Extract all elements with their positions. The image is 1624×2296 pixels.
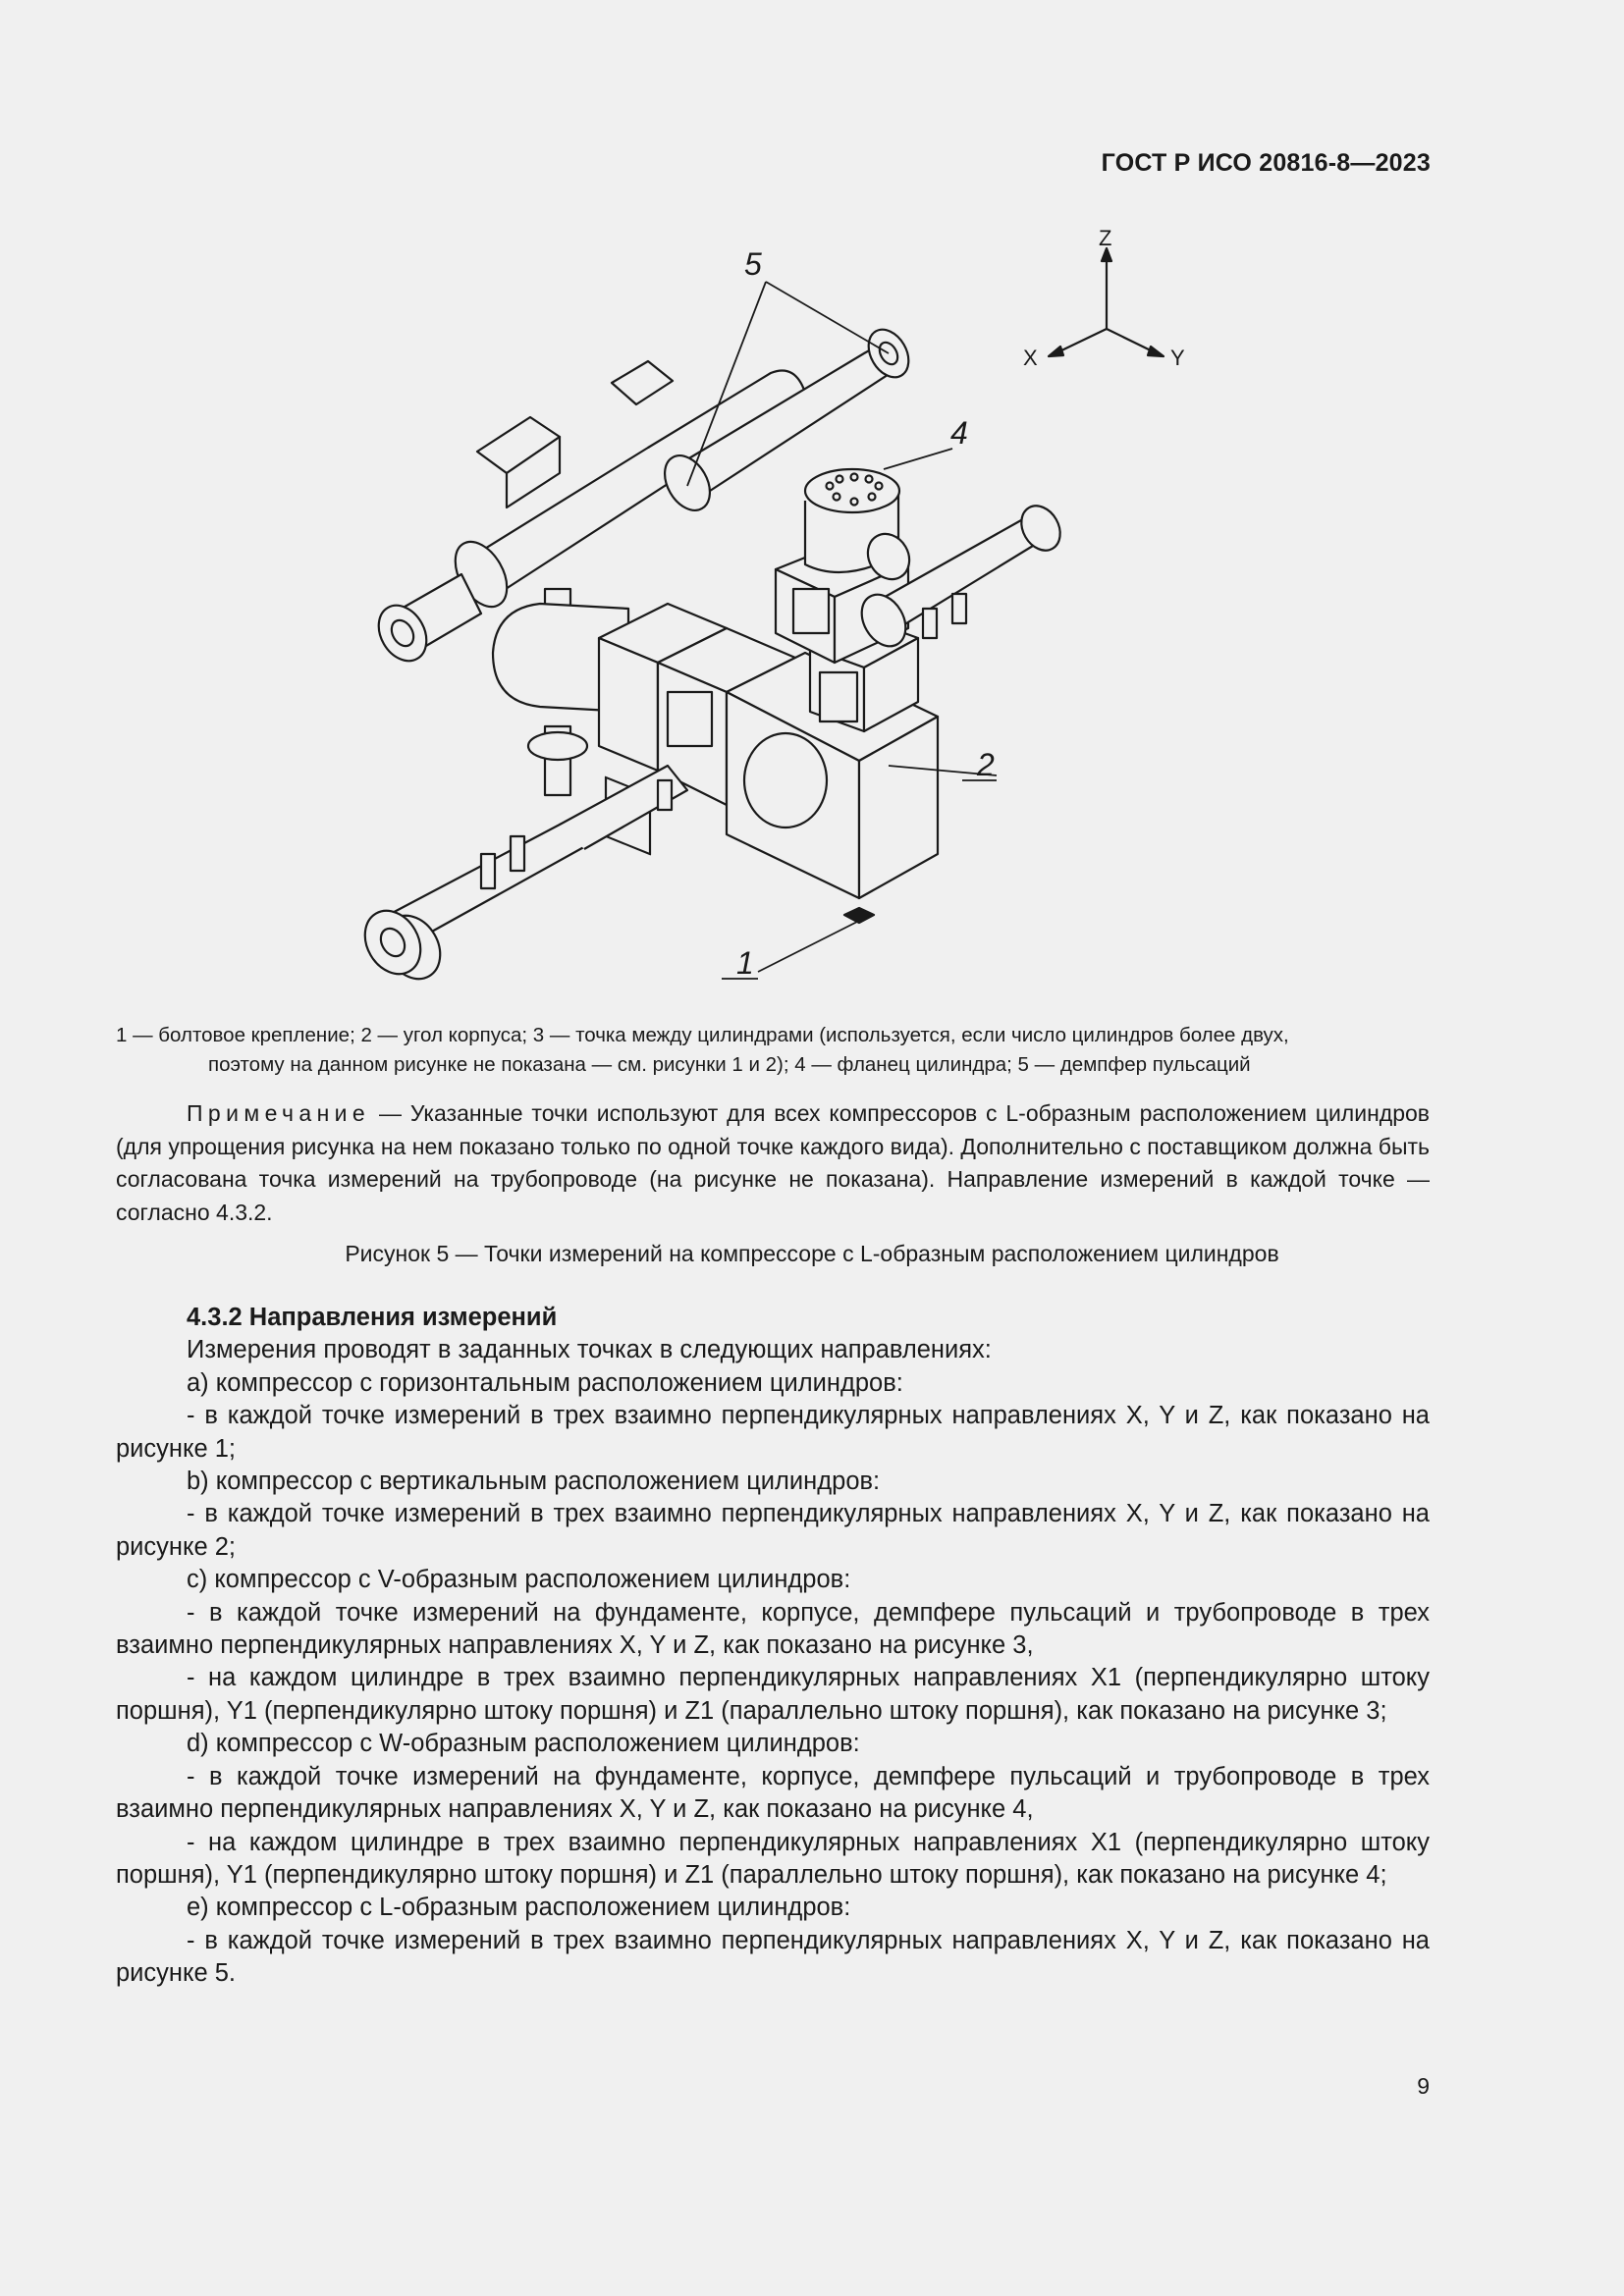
figure-note: [116, 1097, 1430, 1229]
item-d-text-2: - на каждом цилиндре в трех взаимно перпендикулярных направлениях X1 (перпендикулярно штоку поршня), Y1 (перпендикулярно штоку поршня) и Z1 (параллельно штоку поршня), как показано на рисунке 4;: [116, 1828, 1430, 1889]
item-a: a) компрессор с горизонтальным расположением цилиндров:: [187, 1368, 903, 1397]
callout-5: 5: [744, 246, 762, 282]
note-label: Примечание: [187, 1100, 371, 1126]
callout-1: 1: [736, 945, 754, 981]
page-number: 9: [1417, 2073, 1430, 2099]
legend-line-1: 1 — болтовое крепление; 2 — угол корпуса; 3 — точка между цилиндрами (используется, если число цилиндров более двух,: [116, 1024, 1289, 1046]
item-c-text-2: - на каждом цилиндре в трех взаимно перпендикулярных направлениях X1 (перпендикулярно штоку поршня), Y1 (перпендикулярно штоку поршня) и Z1 (параллельно штоку поршня), как показано на рисунке 3;: [116, 1664, 1430, 1725]
item-b-text: - в каждой точке измерений в трех взаимно перпендикулярных направлениях X, Y и Z, как показано на рисунке 2;: [116, 1500, 1430, 1561]
figure-title: Рисунок 5 — Точки измерений на компрессоре с L-образным расположением цилиндров: [345, 1241, 1279, 1266]
section-intro: Измерения проводят в заданных точках в следующих направлениях:: [187, 1336, 992, 1364]
item-d-text-1: - в каждой точке измерений на фундаменте, корпусе, демпфере пульсаций и трубопроводе в трех взаимно перпендикулярных направлениях X, Y и Z, как показано на рисунке 4,: [116, 1762, 1430, 1824]
item-c: c) компрессор с V-образным расположением цилиндров:: [187, 1566, 851, 1594]
item-d: d) компрессор с W-образным расположением цилиндров:: [187, 1730, 860, 1758]
item-e-text: - в каждой точке измерений в трех взаимно перпендикулярных направлениях X, Y и Z, как показано на рисунке 5.: [116, 1926, 1430, 1988]
item-a-text: - в каждой точке измерений в трех взаимно перпендикулярных направлениях X, Y и Z, как показано на рисунке 1;: [116, 1402, 1430, 1463]
item-c-text-1: - в каждой точке измерений на фундаменте, корпусе, демпфере пульсаций и трубопроводе в трех взаимно перпендикулярных направлениях X, Y и Z, как показано на рисунке 3,: [116, 1598, 1430, 1660]
item-e: e) компрессор с L-образным расположением цилиндров:: [187, 1894, 851, 1922]
item-b: b) компрессор с вертикальным расположением цилиндров:: [187, 1468, 881, 1496]
upper-left-cylinder: [445, 361, 805, 615]
section-body: [116, 1302, 1430, 1991]
document-header: ГОСТ Р ИСО 20816-8—2023: [1101, 149, 1431, 177]
axis-y-label: Y: [1170, 346, 1185, 370]
lower-cylinder: [353, 766, 687, 988]
callout-2: 2: [977, 747, 995, 782]
note-text: — Указанные точки используют для всех компрессоров с L-образным расположением цилиндров (для упрощения рисунка на нем показано только по одной точке каждого вида). Дополнительно с поставщиком должна быть согласована точка измерений на трубопроводе (на рисунке не показана). Направление измерений в каждой точке — согласно 4.3.2.: [116, 1100, 1430, 1225]
compressor-figure: [334, 216, 1218, 1001]
callout-4: 4: [950, 415, 968, 451]
section-heading: 4.3.2 Направления измерений: [187, 1304, 558, 1331]
figure-legend: [116, 1021, 1430, 1080]
legend-line-2: поэтому на данном рисунке не показана — см. рисунки 1 и 2); 4 — фланец цилиндра; 5 — демпфер пульсаций: [208, 1053, 1251, 1076]
axis-z-label: Z: [1099, 226, 1112, 250]
axes-triad: [1023, 226, 1185, 370]
axis-x-label: X: [1023, 346, 1038, 370]
left-middle-cylinder: [369, 574, 481, 669]
